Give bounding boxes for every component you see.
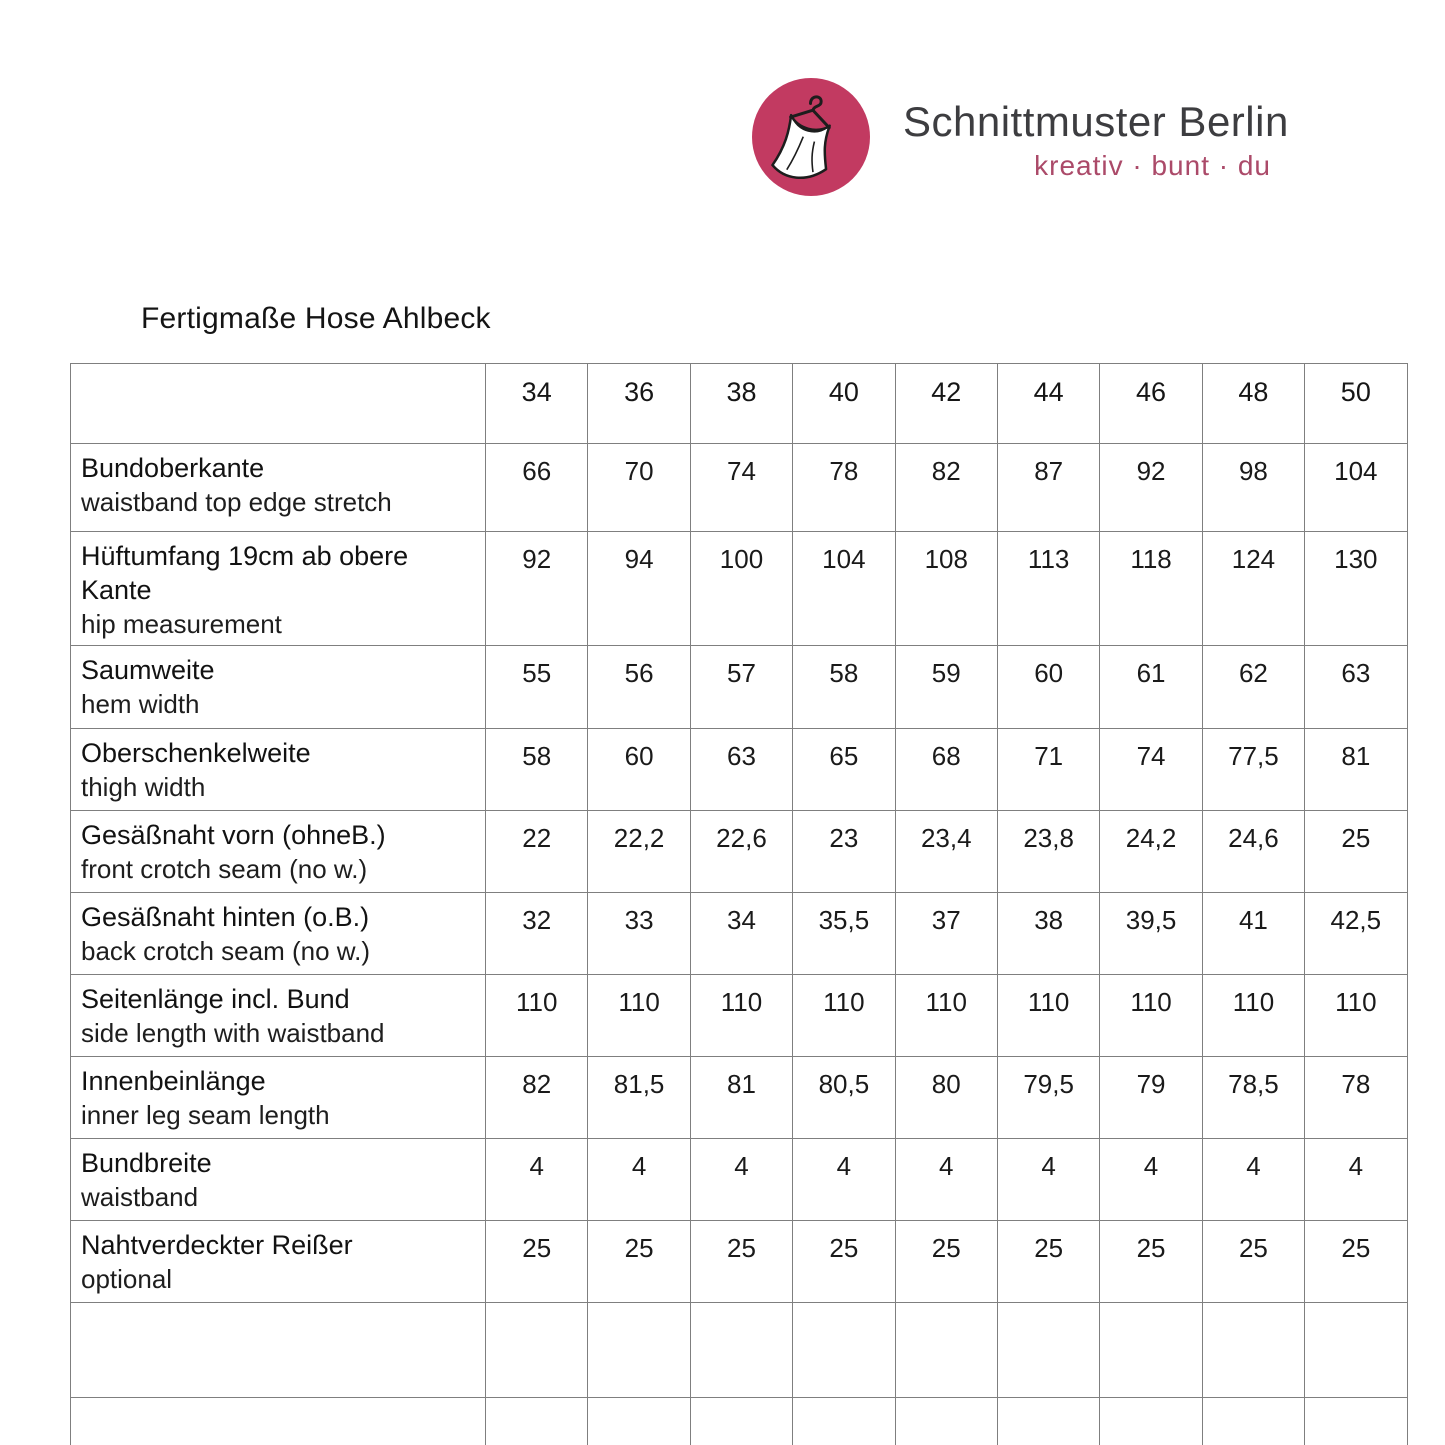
row-label-cell: [71, 1221, 486, 1303]
value-cell: 4: [997, 1139, 1099, 1221]
size-header-row: [71, 364, 1408, 444]
value-cell: 82: [895, 444, 997, 532]
row-label-cell: [71, 1057, 486, 1139]
table-row: [71, 1398, 1408, 1445]
size-col-header: 44: [997, 364, 1099, 444]
row-label-cell: [71, 646, 486, 729]
value-cell: 104: [1305, 444, 1407, 532]
value-cell: 24,6: [1202, 811, 1304, 893]
value-cell: 23,4: [895, 811, 997, 893]
value-cell: 4: [895, 1139, 997, 1221]
value-cell: 25: [1305, 1221, 1407, 1303]
value-cell: 66: [486, 444, 588, 532]
row-label-cell: [71, 1139, 486, 1221]
row-label-de: Hüftumfang 19cm ab obere Kante: [81, 541, 409, 605]
value-cell: 23: [793, 811, 895, 893]
value-cell: 37: [895, 893, 997, 975]
value-cell: 35,5: [793, 893, 895, 975]
value-cell: 110: [1202, 975, 1304, 1057]
row-label-cell: [71, 532, 486, 646]
size-col-header: 38: [690, 364, 792, 444]
value-cell: [997, 1303, 1099, 1398]
value-cell: 58: [486, 729, 588, 811]
value-cell: [1305, 1303, 1407, 1398]
value-cell: 41: [1202, 893, 1304, 975]
value-cell: 22,2: [588, 811, 690, 893]
value-cell: 4: [690, 1139, 792, 1221]
value-cell: 118: [1100, 532, 1202, 646]
value-cell: 110: [1305, 975, 1407, 1057]
row-label-en: front crotch seam (no w.): [81, 854, 368, 884]
size-col-header: 46: [1100, 364, 1202, 444]
value-cell: 4: [1305, 1139, 1407, 1221]
value-cell: 24,2: [1100, 811, 1202, 893]
value-cell: [1202, 1398, 1304, 1445]
value-cell: [895, 1398, 997, 1445]
value-cell: 78: [1305, 1057, 1407, 1139]
table-row: [71, 975, 1408, 1057]
value-cell: 80: [895, 1057, 997, 1139]
value-cell: 71: [997, 729, 1099, 811]
row-label-de: Bundoberkante: [81, 453, 265, 483]
table-row: [71, 1221, 1408, 1303]
value-cell: [486, 1303, 588, 1398]
value-cell: 110: [997, 975, 1099, 1057]
page-title: Fertigmaße Hose Ahlbeck: [141, 302, 491, 335]
brand-logo: [752, 78, 870, 196]
value-cell: 38: [997, 893, 1099, 975]
table-row: [71, 1303, 1408, 1398]
row-label-de: Seitenlänge incl. Bund: [81, 984, 350, 1014]
row-label-en: inner leg seam length: [81, 1100, 330, 1130]
table-row: [71, 646, 1408, 729]
value-cell: 25: [997, 1221, 1099, 1303]
table-row: [71, 811, 1408, 893]
value-cell: 124: [1202, 532, 1304, 646]
value-cell: 60: [588, 729, 690, 811]
row-label-en: optional: [81, 1264, 173, 1294]
value-cell: 34: [690, 893, 792, 975]
value-cell: 79,5: [997, 1057, 1099, 1139]
value-cell: 110: [1100, 975, 1202, 1057]
table-row: [71, 893, 1408, 975]
value-cell: 104: [793, 532, 895, 646]
value-cell: 81: [690, 1057, 792, 1139]
table-row: [71, 444, 1408, 532]
size-col-header: 40: [793, 364, 895, 444]
value-cell: 4: [1202, 1139, 1304, 1221]
value-cell: 4: [1100, 1139, 1202, 1221]
value-cell: [1100, 1398, 1202, 1445]
value-cell: 80,5: [793, 1057, 895, 1139]
row-label-en: thigh width: [81, 772, 206, 802]
value-cell: 57: [690, 646, 792, 729]
value-cell: 25: [1100, 1221, 1202, 1303]
value-cell: 100: [690, 532, 792, 646]
value-cell: 32: [486, 893, 588, 975]
value-cell: 130: [1305, 532, 1407, 646]
value-cell: 110: [895, 975, 997, 1057]
value-cell: 4: [588, 1139, 690, 1221]
value-cell: 98: [1202, 444, 1304, 532]
row-label-de: Saumweite: [81, 655, 215, 685]
row-label-de: Bundbreite: [81, 1148, 212, 1178]
value-cell: [1100, 1303, 1202, 1398]
table-body: [71, 444, 1408, 1445]
value-cell: 63: [690, 729, 792, 811]
value-cell: 110: [690, 975, 792, 1057]
value-cell: 92: [486, 532, 588, 646]
value-cell: 108: [895, 532, 997, 646]
row-label-en: waistband top edge stretch: [81, 487, 392, 517]
value-cell: [588, 1398, 690, 1445]
value-cell: [895, 1303, 997, 1398]
size-col-header: 50: [1305, 364, 1407, 444]
value-cell: [793, 1398, 895, 1445]
size-col-header: 48: [1202, 364, 1304, 444]
row-label-de: Gesäßnaht vorn (ohneB.): [81, 820, 386, 850]
dress-hanger-icon: [752, 78, 870, 196]
value-cell: 65: [793, 729, 895, 811]
value-cell: 25: [1305, 811, 1407, 893]
row-label-de: Oberschenkelweite: [81, 738, 311, 768]
value-cell: 63: [1305, 646, 1407, 729]
value-cell: 70: [588, 444, 690, 532]
value-cell: 22: [486, 811, 588, 893]
value-cell: 23,8: [997, 811, 1099, 893]
value-cell: 62: [1202, 646, 1304, 729]
row-label-cell: [71, 975, 486, 1057]
row-label-cell: [71, 1303, 486, 1398]
value-cell: 59: [895, 646, 997, 729]
value-cell: 56: [588, 646, 690, 729]
row-label-en: waistband: [81, 1182, 199, 1212]
value-cell: 87: [997, 444, 1099, 532]
corner-cell: [71, 364, 486, 444]
table-row: [71, 532, 1408, 646]
value-cell: 110: [486, 975, 588, 1057]
value-cell: 77,5: [1202, 729, 1304, 811]
value-cell: 22,6: [690, 811, 792, 893]
value-cell: 78,5: [1202, 1057, 1304, 1139]
value-cell: 81: [1305, 729, 1407, 811]
row-label-cell: [71, 729, 486, 811]
value-cell: [1202, 1303, 1304, 1398]
value-cell: 94: [588, 532, 690, 646]
value-cell: 4: [793, 1139, 895, 1221]
value-cell: 92: [1100, 444, 1202, 532]
value-cell: 25: [486, 1221, 588, 1303]
value-cell: 113: [997, 532, 1099, 646]
value-cell: [588, 1303, 690, 1398]
value-cell: [793, 1303, 895, 1398]
size-col-header: 42: [895, 364, 997, 444]
row-label-cell: [71, 444, 486, 532]
value-cell: [690, 1303, 792, 1398]
value-cell: 4: [486, 1139, 588, 1221]
brand-tagline: kreativ · bunt · du: [1034, 150, 1271, 181]
value-cell: 110: [793, 975, 895, 1057]
size-col-header: 36: [588, 364, 690, 444]
value-cell: 60: [997, 646, 1099, 729]
row-label-en: side length with waistband: [81, 1018, 385, 1048]
value-cell: 25: [588, 1221, 690, 1303]
value-cell: [1305, 1398, 1407, 1445]
value-cell: 25: [1202, 1221, 1304, 1303]
value-cell: 39,5: [1100, 893, 1202, 975]
value-cell: 55: [486, 646, 588, 729]
table-row: [71, 1139, 1408, 1221]
value-cell: 81,5: [588, 1057, 690, 1139]
value-cell: 110: [588, 975, 690, 1057]
value-cell: 25: [793, 1221, 895, 1303]
row-label-en: back crotch seam (no w.): [81, 936, 370, 966]
value-cell: 79: [1100, 1057, 1202, 1139]
value-cell: 42,5: [1305, 893, 1407, 975]
value-cell: [486, 1398, 588, 1445]
table-row: [71, 729, 1408, 811]
row-label-en: hem width: [81, 689, 200, 719]
brand-name: Schnittmuster Berlin: [903, 98, 1289, 145]
value-cell: 68: [895, 729, 997, 811]
value-cell: 25: [690, 1221, 792, 1303]
row-label-de: Nahtverdeckter Reißer: [81, 1230, 353, 1260]
value-cell: 74: [1100, 729, 1202, 811]
row-label-cell: [71, 1398, 486, 1445]
value-cell: [690, 1398, 792, 1445]
size-table: [70, 363, 1408, 1445]
value-cell: 58: [793, 646, 895, 729]
row-label-de: Gesäßnaht hinten (o.B.): [81, 902, 370, 932]
value-cell: 25: [895, 1221, 997, 1303]
value-cell: 74: [690, 444, 792, 532]
value-cell: 61: [1100, 646, 1202, 729]
row-label-cell: [71, 811, 486, 893]
row-label-cell: [71, 893, 486, 975]
value-cell: 82: [486, 1057, 588, 1139]
value-cell: 78: [793, 444, 895, 532]
row-label-de: Innenbeinlänge: [81, 1066, 266, 1096]
size-col-header: 34: [486, 364, 588, 444]
table-row: [71, 1057, 1408, 1139]
value-cell: [997, 1398, 1099, 1445]
value-cell: 33: [588, 893, 690, 975]
row-label-en: hip measurement: [81, 609, 282, 639]
